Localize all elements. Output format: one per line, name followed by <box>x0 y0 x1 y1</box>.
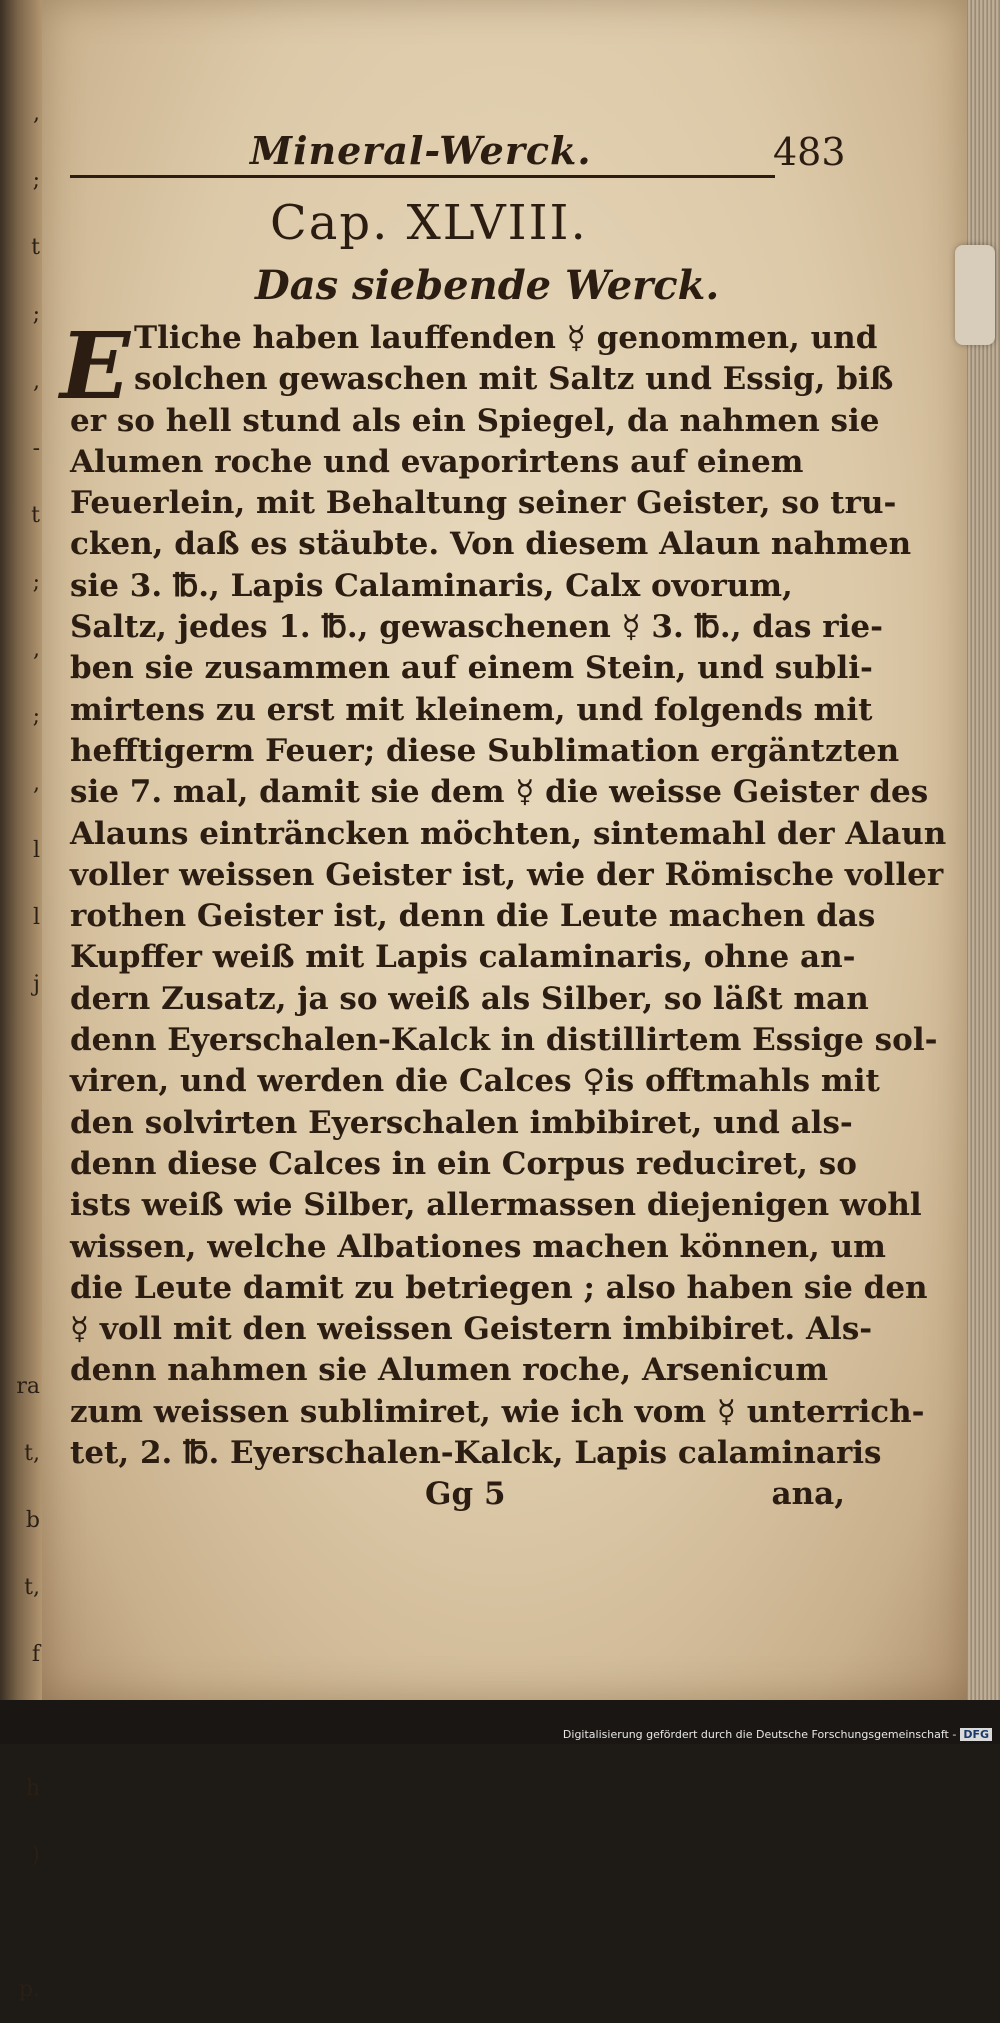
text-line: Alauns einträncken möchten, sintemahl der Alaun <box>70 815 947 852</box>
text-line: ben sie zusammen auf einem Stein, und subli- <box>70 650 873 687</box>
running-head: Mineral-Werck. <box>250 128 592 173</box>
text-line: denn Eyerschalen-Kalck in distillirtem Essige sol- <box>70 1022 938 1059</box>
body-text <box>70 318 947 1516</box>
text-line: Feuerlein, mit Behaltung seiner Geister, so tru- <box>70 485 897 522</box>
header-rule <box>70 175 775 178</box>
text-line: denn diese Calces in ein Corpus reduciret, so <box>70 1145 857 1182</box>
text-line: dern Zusatz, ja so weiß als Silber, so läßt man <box>70 980 869 1017</box>
text-line: sie 3. ℔., Lapis Calaminaris, Calx ovorum, <box>70 567 793 604</box>
text-line: voller weissen Geister ist, wie der Römische voller <box>70 856 944 893</box>
text-line: Alumen roche und evaporirtens auf einem <box>70 443 804 480</box>
bookmark-tab <box>955 245 995 345</box>
text-line: die Leute damit zu betriegen ; also haben sie den <box>70 1269 928 1306</box>
drop-cap: E <box>60 312 131 420</box>
section-title: Das siebende Werck. <box>255 262 720 309</box>
text-line: viren, und werden die Calces ♀is offtmahls mit <box>70 1063 880 1100</box>
dfg-credit <box>563 1728 992 1741</box>
signature-mark: Gg 5 <box>425 1476 506 1513</box>
text-line: tet, 2. ℔. Eyerschalen-Kalck, Lapis calaminaris <box>70 1435 882 1472</box>
text-line: hefftigerm Feuer; diese Sublimation ergäntzten <box>70 732 900 769</box>
page-number: 483 <box>773 130 846 174</box>
text-line: ☿ voll mit den weissen Geistern imbibiret. Als- <box>70 1311 873 1348</box>
text-line: rothen Geister ist, denn die Leute machen das <box>70 898 876 935</box>
credit-text: Digitalisierung gefördert durch die Deutsche Forschungsgemeinschaft - <box>562 1728 957 1741</box>
text-line: sie 7. mal, damit sie dem ☿ die weisse Geister des <box>70 774 929 811</box>
catchword: ana, <box>771 1476 845 1513</box>
text-line: er so hell stund als ein Spiegel, da nahmen sie <box>70 402 880 439</box>
text-line: cken, daß es stäubte. Von diesem Alaun nahmen <box>70 526 912 563</box>
text-line: Saltz, jedes 1. ℔., gewaschenen ☿ 3. ℔., das rie- <box>70 609 883 646</box>
text-line: solchen gewaschen mit Saltz und Essig, biß <box>134 361 894 398</box>
text-line: wissen, welche Albationes machen können, um <box>70 1228 886 1265</box>
text-line: den solvirten Eyerschalen imbibiret, und als- <box>70 1104 853 1141</box>
chapter-title: Cap. XLVIII. <box>270 195 588 251</box>
text-line: Tliche haben lauffenden ☿ genommen, und <box>134 320 878 356</box>
dfg-logo: DFG <box>960 1728 992 1741</box>
text-line: ists weiß wie Silber, allermassen diejenigen wohl <box>70 1187 922 1224</box>
text-line: mirtens zu erst mit kleinem, und folgends mit <box>70 691 873 728</box>
text-line: denn nahmen sie Alumen roche, Arsenicum <box>70 1352 829 1389</box>
text-line: zum weissen sublimiret, wie ich vom ☿ unterrich- <box>70 1393 925 1430</box>
text-line: Kupffer weiß mit Lapis calaminaris, ohne an- <box>70 939 856 976</box>
signature-line <box>70 1474 845 1515</box>
left-page-fragments: , ; t ; , - t ; , ; , l l j ra t, b t, f h ) p. <box>16 101 40 2002</box>
